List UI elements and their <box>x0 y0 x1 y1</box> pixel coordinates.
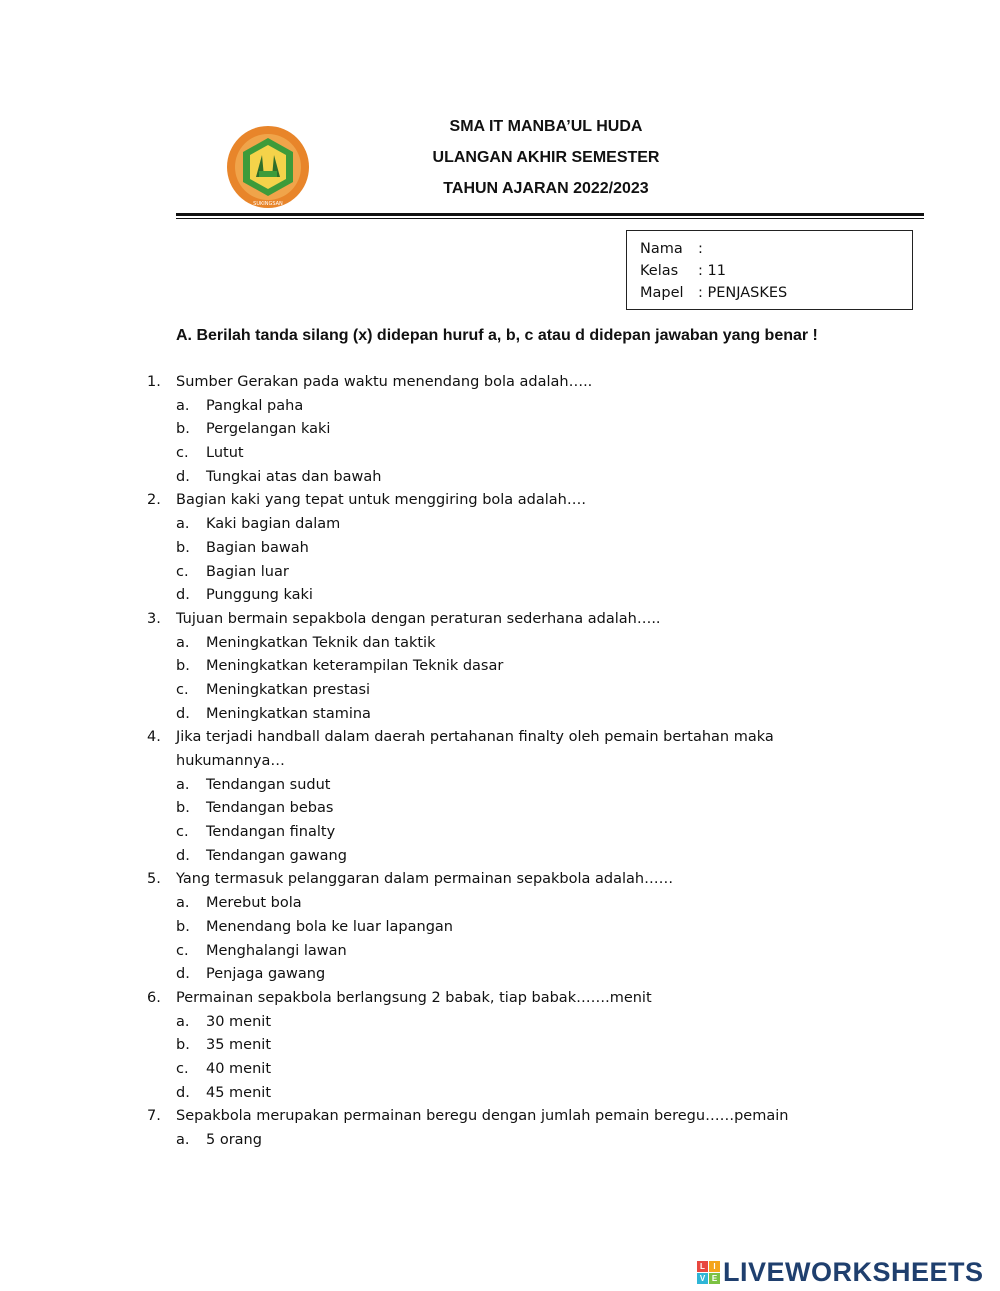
kelas-value: : 11 <box>698 263 726 279</box>
option-letter[interactable]: b. <box>176 918 190 935</box>
option-letter[interactable]: b. <box>176 658 190 675</box>
answer-option[interactable] <box>0 845 1000 869</box>
option-letter[interactable]: b. <box>176 1037 190 1054</box>
option-text: Pangkal paha <box>206 397 304 414</box>
option-letter[interactable]: a. <box>176 1013 190 1030</box>
kelas-row <box>640 260 912 282</box>
question-row <box>0 608 1000 632</box>
option-letter[interactable]: a. <box>176 895 190 912</box>
answer-option[interactable] <box>0 537 1000 561</box>
option-letter[interactable]: b. <box>176 421 190 438</box>
mapel-label: Mapel <box>640 285 684 301</box>
option-letter[interactable]: d. <box>176 966 190 983</box>
question-row <box>0 1105 1000 1129</box>
option-text: Lutut <box>206 445 244 462</box>
nama-row <box>640 238 912 260</box>
question-row <box>0 489 1000 513</box>
question-list <box>0 371 1000 1153</box>
question-number: 1. <box>147 374 161 390</box>
answer-option[interactable] <box>0 821 1000 845</box>
option-text: Meningkatkan prestasi <box>206 681 371 698</box>
option-text: Tungkai atas dan bawah <box>206 468 382 485</box>
option-letter[interactable]: c. <box>176 824 189 841</box>
answer-option[interactable] <box>0 797 1000 821</box>
question-row <box>0 726 1000 750</box>
question-number: 2. <box>147 492 161 509</box>
question-text: Tujuan bermain sepakbola dengan peraturan sederhana adalah….. <box>176 610 661 627</box>
answer-option[interactable] <box>0 1011 1000 1035</box>
question-number: 5. <box>147 871 161 888</box>
option-text: Bagian luar <box>206 563 289 580</box>
answer-option[interactable] <box>0 1034 1000 1058</box>
watermark-block: L <box>697 1261 708 1272</box>
mapel-row <box>640 282 912 304</box>
option-letter[interactable]: d. <box>176 1084 190 1101</box>
option-text: Pergelangan kaki <box>206 421 331 438</box>
answer-option[interactable] <box>0 561 1000 585</box>
question-number: 4. <box>147 729 161 746</box>
answer-option[interactable] <box>0 418 1000 442</box>
option-text: Tendangan gawang <box>206 847 347 864</box>
answer-option[interactable] <box>0 395 1000 419</box>
watermark-block: E <box>709 1273 720 1284</box>
option-letter[interactable]: d. <box>176 705 190 722</box>
answer-option[interactable] <box>0 916 1000 940</box>
header-divider-thin <box>176 218 924 219</box>
answer-option[interactable] <box>0 940 1000 964</box>
question-row <box>0 868 1000 892</box>
option-text: Tendangan finalty <box>206 824 336 841</box>
option-letter[interactable]: c. <box>176 681 189 698</box>
option-text: Bagian bawah <box>206 539 309 556</box>
question-text: Bagian kaki yang tepat untuk menggiring bola adalah…. <box>176 492 586 509</box>
question-row <box>0 987 1000 1011</box>
watermark-text: LIVEWORKSHEETS <box>723 1256 984 1287</box>
option-text: Punggung kaki <box>206 587 313 604</box>
school-name: SMA IT MANBA’UL HUDA <box>449 118 643 135</box>
answer-option[interactable] <box>0 703 1000 727</box>
option-text: Merebut bola <box>206 895 302 912</box>
option-text: Meningkatkan Teknik dan taktik <box>206 634 436 651</box>
school-logo <box>226 125 310 209</box>
mapel-value: : PENJASKES <box>698 285 788 301</box>
header-divider-thick <box>176 213 924 216</box>
question-text: Permainan sepakbola berlangsung 2 babak, tiap babak…….menit <box>176 989 652 1006</box>
option-letter[interactable]: d. <box>176 587 190 604</box>
kelas-label: Kelas <box>640 263 679 279</box>
section-instruction: A. Berilah tanda silang (x) didepan huruf a, b, c atau d didepan jawaban yang benar ! <box>176 327 818 344</box>
option-text: Meningkatkan stamina <box>206 705 371 722</box>
option-letter[interactable]: c. <box>176 1060 189 1077</box>
question-text: Sepakbola merupakan permainan beregu dengan jumlah pemain beregu……pemain <box>176 1108 789 1125</box>
answer-option[interactable] <box>0 1129 1000 1153</box>
option-text: Menghalangi lawan <box>206 942 347 959</box>
exam-title: ULANGAN AKHIR SEMESTER <box>432 149 660 166</box>
option-letter[interactable]: a. <box>176 776 190 793</box>
watermark-blocks-icon <box>697 1261 720 1284</box>
option-letter[interactable]: b. <box>176 800 190 817</box>
answer-option[interactable] <box>0 513 1000 537</box>
option-letter[interactable]: d. <box>176 468 190 485</box>
nama-label: Nama <box>640 241 683 257</box>
option-text: 45 menit <box>206 1084 272 1101</box>
liveworksheets-watermark <box>697 1257 984 1287</box>
academic-year: TAHUN AJARAN 2022/2023 <box>443 180 649 197</box>
question-number: 7. <box>147 1108 161 1125</box>
nama-value[interactable]: : <box>698 241 703 257</box>
option-letter[interactable]: b. <box>176 539 190 556</box>
answer-option[interactable] <box>0 774 1000 798</box>
option-text: 5 orang <box>206 1132 262 1148</box>
question-row <box>0 371 1000 395</box>
option-text: Penjaga gawang <box>206 966 326 983</box>
question-text: Sumber Gerakan pada waktu menendang bola adalah….. <box>176 374 593 390</box>
question-text: hukumannya… <box>176 753 285 769</box>
option-letter[interactable]: c. <box>176 563 189 580</box>
answer-option[interactable] <box>0 679 1000 703</box>
option-text: Kaki bagian dalam <box>206 516 341 533</box>
option-letter[interactable]: c. <box>176 942 189 959</box>
answer-option[interactable] <box>0 584 1000 608</box>
logo-text: SUKINGSAN <box>253 201 283 207</box>
option-letter[interactable]: a. <box>176 634 190 651</box>
option-letter[interactable]: d. <box>176 847 190 864</box>
watermark-block: I <box>709 1261 720 1272</box>
option-text: Meningkatkan keterampilan Teknik dasar <box>206 658 504 675</box>
answer-option[interactable] <box>0 466 1000 490</box>
option-text: Tendangan sudut <box>206 776 331 793</box>
question-number: 3. <box>147 610 161 627</box>
student-info-box <box>626 230 913 310</box>
answer-option[interactable] <box>0 442 1000 466</box>
option-text: 30 menit <box>206 1013 272 1030</box>
answer-option[interactable] <box>0 1082 1000 1106</box>
option-text: 40 menit <box>206 1060 272 1077</box>
option-letter[interactable]: a. <box>176 397 190 414</box>
answer-option[interactable] <box>0 1058 1000 1082</box>
answer-option[interactable] <box>0 963 1000 987</box>
option-letter[interactable]: c. <box>176 445 189 462</box>
option-letter[interactable]: a. <box>176 516 190 533</box>
question-text: Jika terjadi handball dalam daerah pertahanan finalty oleh pemain bertahan maka <box>176 729 774 746</box>
answer-option[interactable] <box>0 655 1000 679</box>
option-letter[interactable]: a. <box>176 1132 190 1148</box>
watermark-block: V <box>697 1273 708 1284</box>
answer-option[interactable] <box>0 632 1000 656</box>
question-row <box>0 750 1000 774</box>
answer-option[interactable] <box>0 892 1000 916</box>
question-number: 6. <box>147 989 161 1006</box>
option-text: Tendangan bebas <box>206 800 334 817</box>
option-text: 35 menit <box>206 1037 272 1054</box>
question-text: Yang termasuk pelanggaran dalam permainan sepakbola adalah…… <box>176 871 674 888</box>
option-text: Menendang bola ke luar lapangan <box>206 918 453 935</box>
